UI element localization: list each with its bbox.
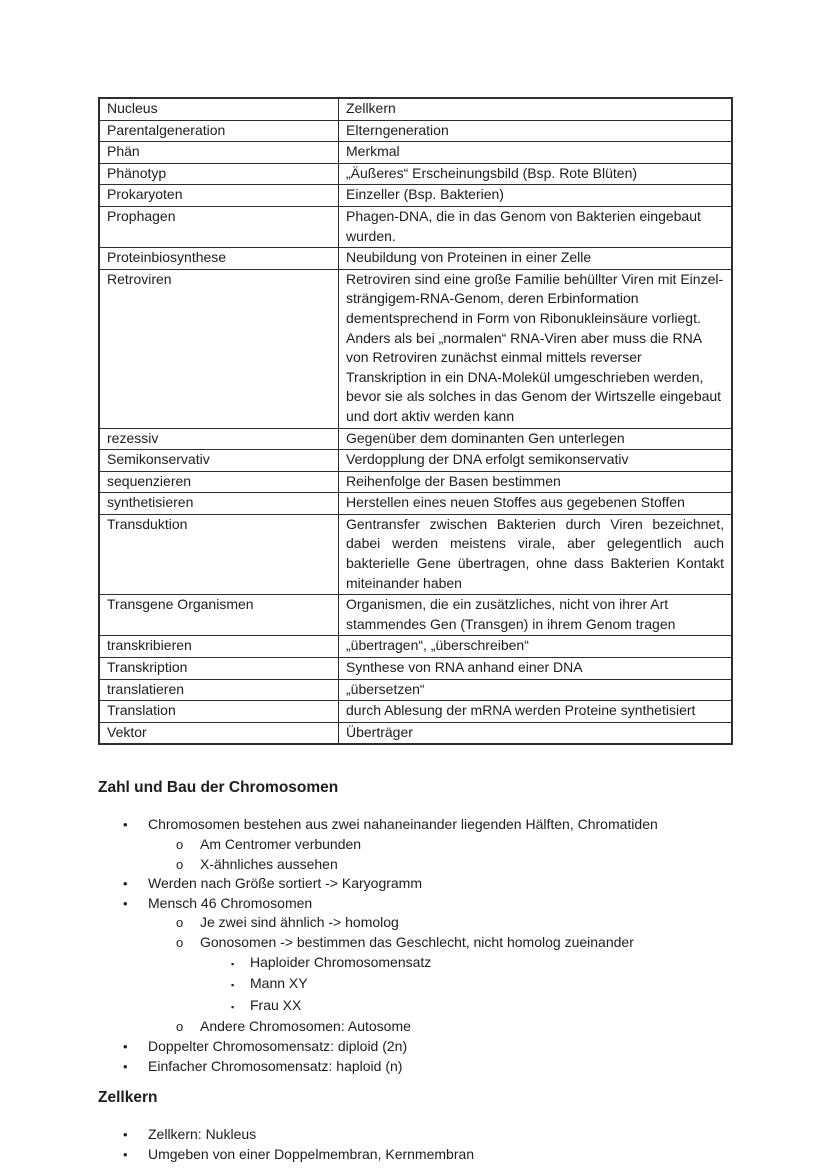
definition-cell: „übertragen“, „überschreiben“ — [339, 636, 733, 658]
list-item-text: Doppelter Chromosomensatz: diploid (2n) — [148, 1037, 408, 1054]
term-cell: Transduktion — [99, 514, 339, 594]
table-row — [99, 450, 732, 472]
list-item-text: Umgeben von einer Doppelmembran, Kernmembran — [148, 1145, 475, 1162]
term-cell: sequenzieren — [99, 471, 339, 493]
table-row — [99, 120, 732, 142]
table-row — [99, 722, 732, 744]
table-row — [99, 493, 732, 515]
table-row — [99, 185, 732, 207]
bullet-marker: o — [176, 934, 184, 950]
table-row — [99, 248, 732, 270]
list-item-text: Mensch 46 Chromosomen — [148, 894, 313, 911]
definition-cell: Retroviren sind eine große Familie behüllter Viren mit Einzel-strängigem-RNA-Genom, deren Erbinformation dementsprechend in Form von Ribonukleinsäure vorliegt. Anders als bei „normalen“ RNA-Viren aber muss die RNA von Retroviren zunächst einmal mittels reverser Transkription in ein DNA-Molekül umgeschrieben werden, bevor sie als solches in das Genom der Wirtszelle eingebaut und dort aktiv werden kann — [339, 269, 733, 428]
definition-cell: „Äußeres“ Erscheinungsbild (Bsp. Rote Blüten) — [339, 163, 733, 185]
bullet-marker: o — [176, 1019, 184, 1035]
list-item-text: Zellkern: Nukleus — [148, 1126, 257, 1143]
list-item-text: Haploider Chromosomensatz — [250, 953, 432, 970]
term-cell: Semikonservativ — [99, 450, 339, 472]
bullet-marker: o — [176, 856, 184, 872]
table-row — [99, 206, 732, 247]
definition-cell: durch Ablesung der mRNA werden Proteine synthetisiert — [339, 701, 733, 723]
term-cell: Proteinbiosynthese — [99, 248, 339, 270]
table-row — [99, 701, 732, 723]
term-cell: Nucleus — [99, 98, 339, 120]
term-cell: Prokaryoten — [99, 185, 339, 207]
term-cell: Translation — [99, 701, 339, 723]
term-cell: Phänotyp — [99, 163, 339, 185]
term-cell: Parentalgeneration — [99, 120, 339, 142]
definition-cell: Einzeller (Bsp. Bakterien) — [339, 185, 733, 207]
term-cell: transkribieren — [99, 636, 339, 658]
list-item-text: X-ähnliches aussehen — [200, 855, 338, 872]
list-item-text: Je zwei sind ähnlich -> homolog — [200, 914, 399, 931]
list-item — [98, 913, 731, 933]
list-item-text: Frau XX — [250, 996, 302, 1013]
list-item-text: Einfacher Chromosomensatz: haploid (n) — [148, 1057, 403, 1074]
list-item-text: Gonosomen -> bestimmen das Geschlecht, nicht homolog zueinander — [200, 933, 634, 950]
bullet-marker: • — [123, 1146, 128, 1162]
list-item-text: Am Centromer verbunden — [200, 836, 362, 852]
bullet-marker: ▪ — [231, 958, 235, 969]
bullet-list — [98, 1125, 731, 1164]
table-row — [99, 98, 732, 120]
term-cell: rezessiv — [99, 428, 339, 450]
bullet-marker: • — [123, 1127, 128, 1143]
definition-cell: Organismen, die ein zusätzliches, nicht von ihrer Art stammendes Gen (Transgen) in ihrem Genom tragen — [339, 595, 733, 636]
definition-cell: Merkmal — [339, 142, 733, 164]
table-row — [99, 636, 732, 658]
table-row — [99, 471, 732, 493]
list-item — [98, 1017, 731, 1037]
list-item-text: Mann XY — [250, 975, 308, 992]
list-item — [98, 855, 731, 875]
bullet-marker: ▪ — [231, 1001, 235, 1012]
table-row — [99, 595, 732, 636]
definition-cell: Synthese von RNA anhand einer DNA — [339, 658, 733, 680]
term-cell: Prophagen — [99, 206, 339, 247]
table-row — [99, 514, 732, 594]
list-item — [98, 874, 731, 894]
table-row — [99, 658, 732, 680]
table-row — [99, 269, 732, 428]
bullet-marker: • — [123, 1058, 128, 1074]
definition-cell: Überträger — [339, 722, 733, 744]
bullet-marker: • — [123, 817, 128, 833]
list-item-text: Werden nach Größe sortiert -> Karyogramm — [148, 875, 423, 892]
list-item — [98, 1145, 731, 1165]
term-cell: Transgene Organismen — [99, 595, 339, 636]
list-item — [98, 815, 731, 835]
term-cell: Phän — [99, 142, 339, 164]
bullet-marker: • — [123, 895, 128, 911]
section-chromosomen — [98, 778, 731, 1076]
term-cell: synthetisieren — [99, 493, 339, 515]
term-cell: Retroviren — [99, 269, 339, 428]
bullet-marker: o — [176, 915, 184, 931]
definition-cell: Herstellen eines neuen Stoffes aus gegebenen Stoffen — [339, 493, 733, 515]
term-cell: Vektor — [99, 722, 339, 744]
table-row — [99, 163, 732, 185]
definition-cell: Neubildung von Proteinen in einer Zelle — [339, 248, 733, 270]
list-item-text: Chromosomen bestehen aus zwei nahaneinander liegenden Hälften, Chromatiden — [148, 816, 658, 833]
definition-cell: Gegenüber dem dominanten Gen unterlegen — [339, 428, 733, 450]
list-item — [98, 835, 731, 855]
table-row — [99, 142, 732, 164]
list-item-text: Andere Chromosomen: Autosome — [200, 1018, 411, 1035]
list-item — [98, 894, 731, 914]
bullet-marker: ▪ — [231, 980, 235, 991]
page-content — [98, 97, 731, 1164]
definition-cell: Reihenfolge der Basen bestimmen — [339, 471, 733, 493]
table-row — [99, 679, 732, 701]
bullet-marker: • — [123, 876, 128, 892]
definition-cell: Zellkern — [339, 98, 733, 120]
bullet-marker: o — [176, 837, 184, 852]
term-cell: Transkription — [99, 658, 339, 680]
bullet-list — [98, 815, 731, 1076]
glossary-table — [98, 97, 733, 745]
list-item — [98, 1057, 731, 1077]
list-item — [98, 933, 731, 953]
definition-cell: Phagen-DNA, die in das Genom von Bakterien eingebaut wurden. — [339, 206, 733, 247]
section-heading: Zahl und Bau der Chromosomen — [98, 779, 339, 797]
definition-cell: „übersetzen“ — [339, 679, 733, 701]
term-cell: translatieren — [99, 679, 339, 701]
section-heading: Zellkern — [98, 1089, 158, 1107]
definition-cell: Elterngeneration — [339, 120, 733, 142]
list-item — [98, 953, 731, 975]
table-row — [99, 428, 732, 450]
list-item — [98, 974, 731, 996]
list-item — [98, 1125, 731, 1145]
definition-cell: Verdopplung der DNA erfolgt semikonservativ — [339, 450, 733, 472]
definition-cell: Gentransfer zwischen Bakterien durch Viren bezeichnet, dabei werden meistens virale, aber gelegentlich auch bakterielle Gene übertragen, ohne dass Bakterien Kontakt miteinander haben — [339, 514, 733, 594]
list-item — [98, 1037, 731, 1057]
section-zellkern — [98, 1088, 731, 1164]
list-item — [98, 996, 731, 1018]
bullet-marker: • — [123, 1038, 128, 1054]
